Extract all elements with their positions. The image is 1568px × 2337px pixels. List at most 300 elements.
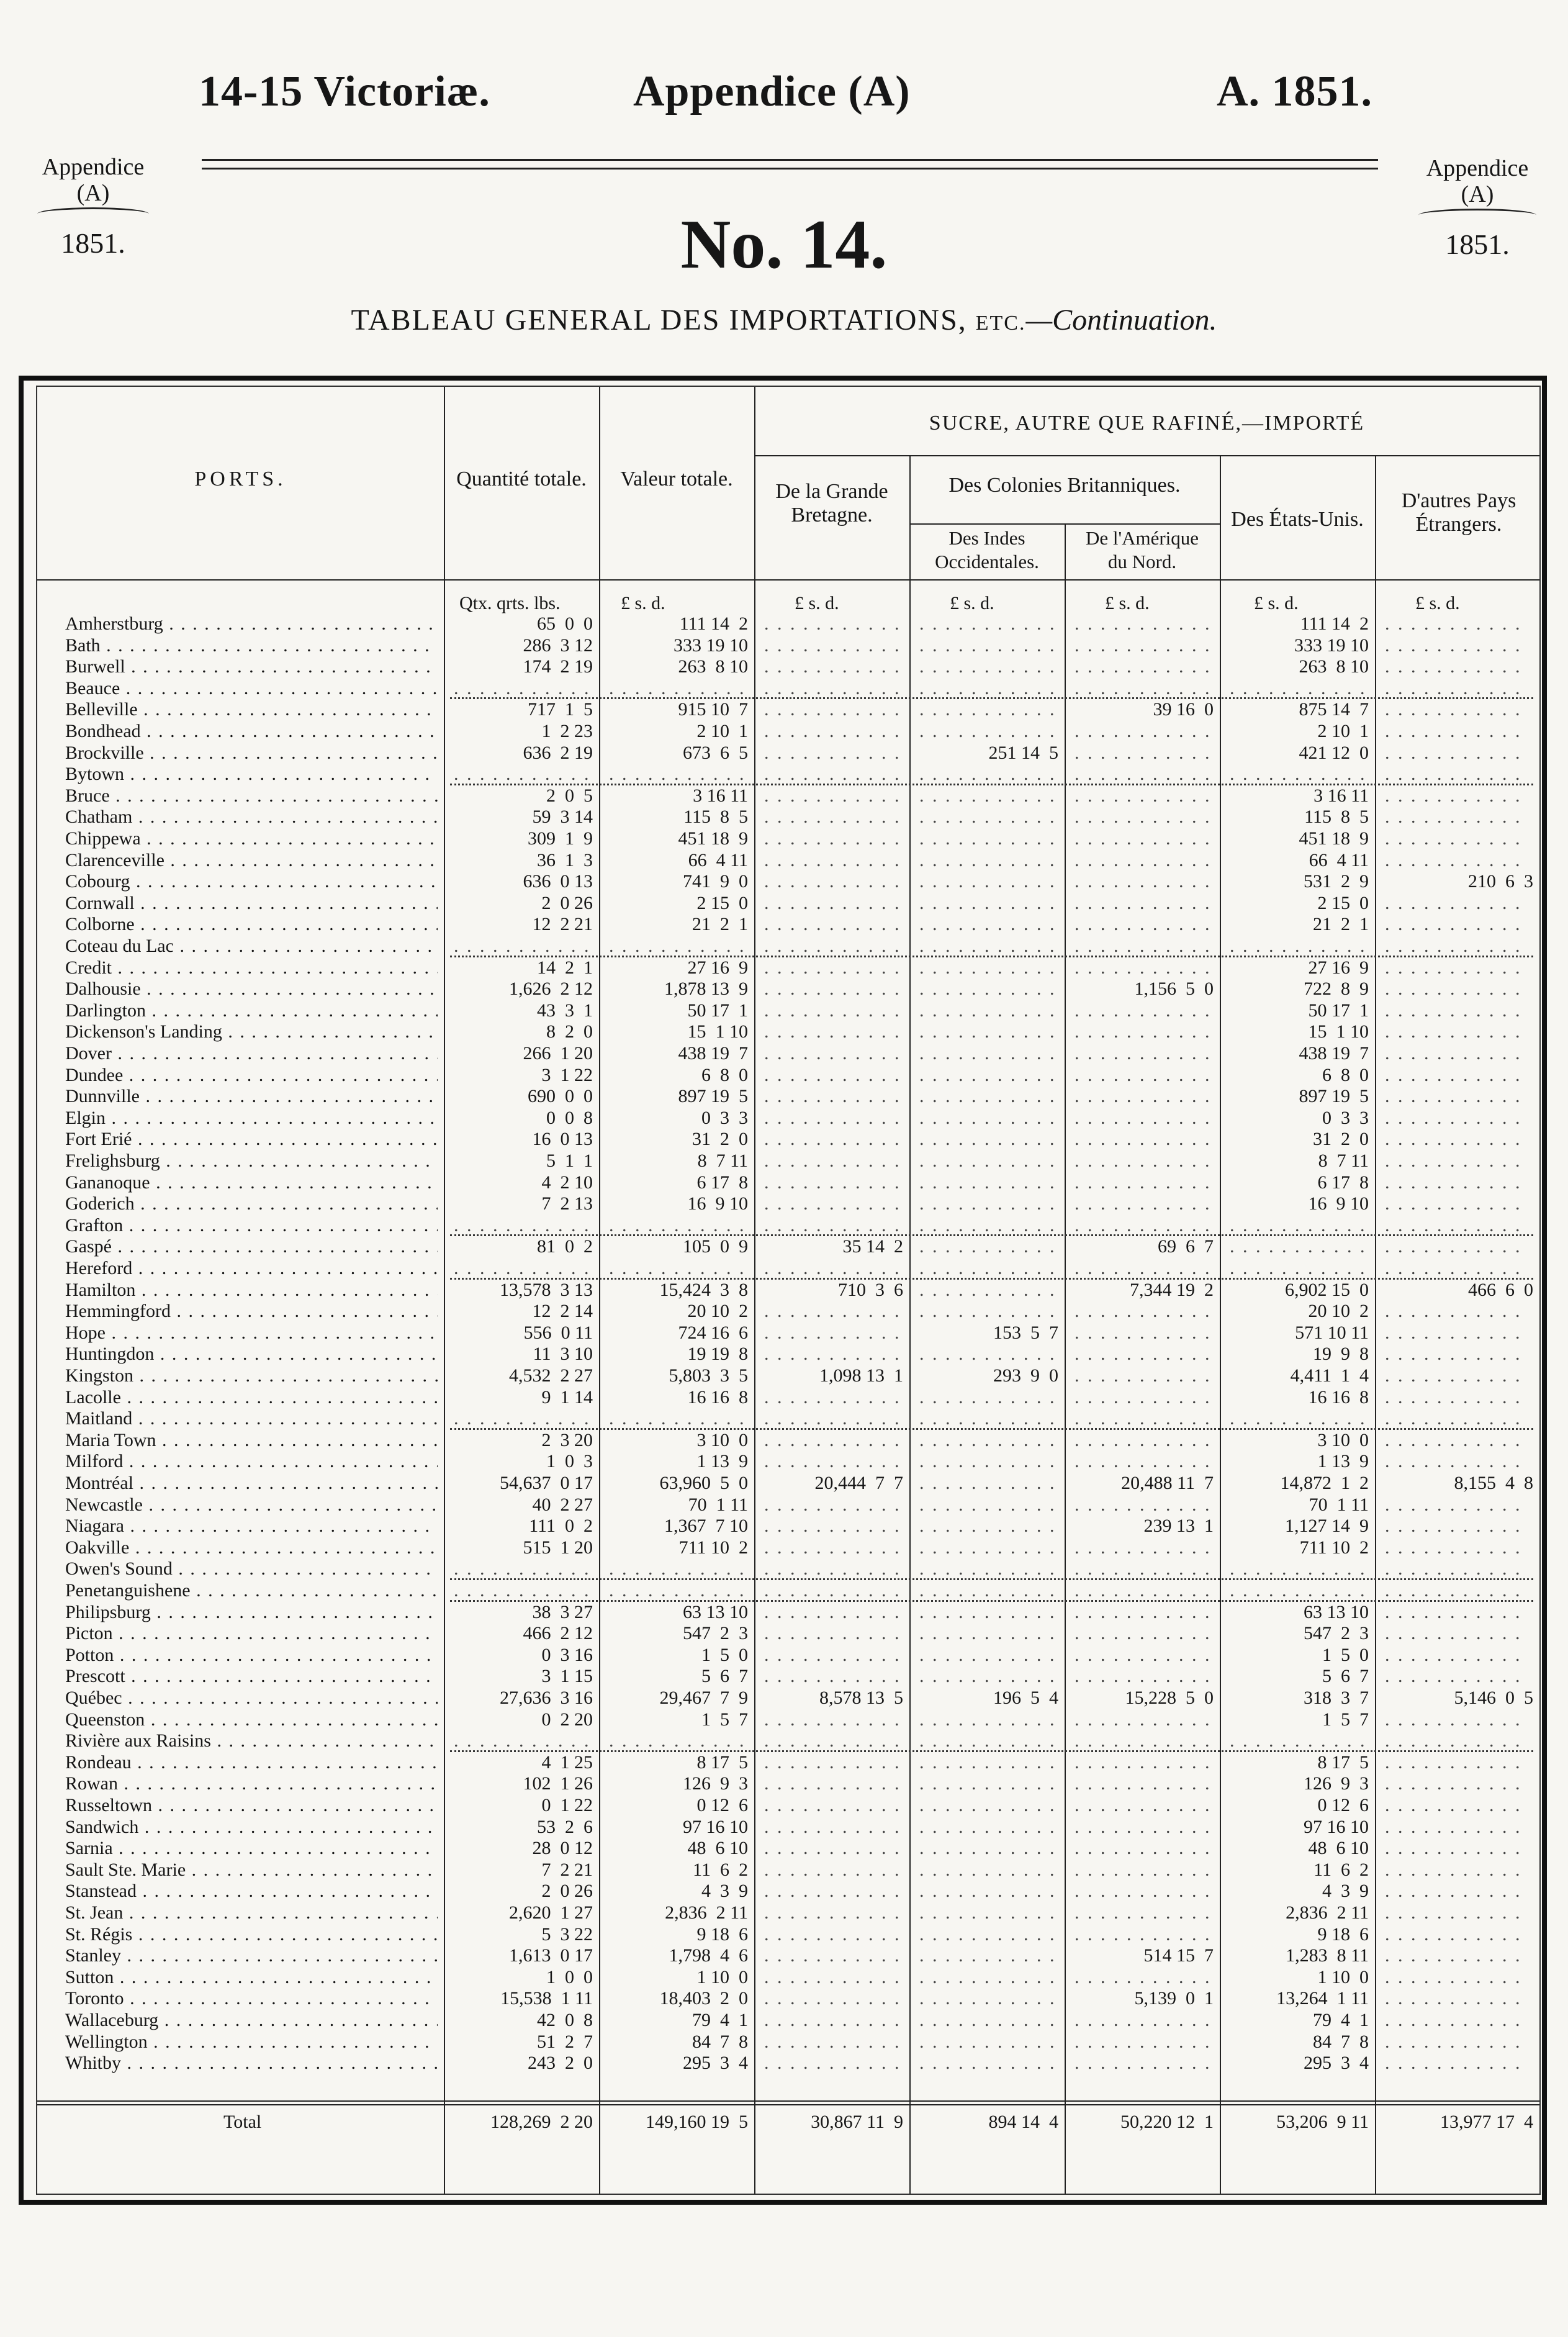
port-name-text: Sandwich bbox=[65, 1816, 139, 1837]
cell-north-america: 39 16 0 bbox=[1153, 699, 1214, 720]
cell-quantity: 2,620 1 27 bbox=[509, 1902, 593, 1923]
leader-dots bbox=[919, 1988, 1055, 2010]
cell-value: 50 17 1 bbox=[687, 1000, 748, 1021]
cell-value: 5 6 7 bbox=[701, 1666, 748, 1687]
table-row bbox=[37, 1623, 1539, 1645]
leader-dots bbox=[1385, 1344, 1530, 1365]
leader-dots bbox=[919, 871, 1055, 893]
cell-value: 438 19 7 bbox=[678, 1043, 748, 1064]
leader-dots bbox=[764, 764, 899, 785]
cell-value: 111 14 2 bbox=[679, 613, 748, 634]
leader-dots bbox=[1385, 1623, 1530, 1645]
leader-dots bbox=[919, 1580, 1055, 1602]
leader-dots bbox=[919, 721, 1055, 743]
port-name-text: Gaspé bbox=[65, 1236, 112, 1257]
leader-dots bbox=[919, 635, 1055, 657]
leader-dots bbox=[764, 1838, 899, 1860]
leader-dots bbox=[919, 1516, 1055, 1537]
cell-great-britain: 8,578 13 5 bbox=[819, 1688, 903, 1708]
cell-quantity: 16 0 13 bbox=[532, 1129, 593, 1150]
leader-dots bbox=[919, 1752, 1055, 1774]
leader-dots bbox=[1385, 1021, 1530, 1043]
leader-dots bbox=[454, 1730, 589, 1752]
cell-value: 15,424 3 8 bbox=[659, 1279, 748, 1300]
cell-great-britain: 710 3 6 bbox=[838, 1279, 903, 1300]
leader-dots bbox=[919, 957, 1055, 979]
cell-value: 63,960 5 0 bbox=[659, 1473, 748, 1493]
leader-dots bbox=[764, 613, 899, 635]
port-name-text: Belleville bbox=[65, 699, 138, 720]
cell-west-indies: 196 5 4 bbox=[993, 1688, 1058, 1708]
leader-dots bbox=[1230, 1215, 1365, 1237]
leader-dots bbox=[1385, 1043, 1530, 1065]
leader-dots bbox=[919, 1902, 1055, 1924]
port-name-text: Sarnia bbox=[65, 1838, 113, 1859]
leader-dots bbox=[1075, 1065, 1210, 1087]
port-name bbox=[65, 1280, 438, 1301]
leader-dots bbox=[919, 1150, 1055, 1172]
leader-dots bbox=[1075, 1451, 1210, 1473]
cell-quantity: 466 2 12 bbox=[523, 1623, 593, 1644]
table-row bbox=[37, 1838, 1539, 1860]
port-name bbox=[65, 613, 438, 635]
leader-dots bbox=[764, 743, 899, 764]
leader-dots bbox=[919, 1473, 1055, 1494]
leader-dots bbox=[764, 1558, 899, 1580]
leader-dots bbox=[764, 1516, 899, 1537]
port-name-text: St. Jean bbox=[65, 1902, 124, 1923]
table-row bbox=[37, 1902, 1539, 1924]
cell-quantity: 14 2 1 bbox=[537, 957, 593, 978]
cell-united-states: 16 16 8 bbox=[1308, 1386, 1369, 1408]
leader-dots bbox=[764, 1322, 899, 1344]
cell-quantity: 4,532 2 27 bbox=[509, 1365, 593, 1386]
leader-dots bbox=[1385, 957, 1530, 979]
cell-quantity: 51 2 7 bbox=[537, 2031, 593, 2052]
cell-value: 1 5 0 bbox=[701, 1644, 748, 1665]
leader-dots bbox=[1230, 1730, 1365, 1752]
cell-united-states: 79 4 1 bbox=[1313, 2010, 1369, 2030]
port-name-text: Potton bbox=[65, 1644, 114, 1665]
leader-dots bbox=[919, 1193, 1055, 1215]
cell-united-states: 11 6 2 bbox=[1313, 1859, 1369, 1880]
table-row bbox=[37, 1344, 1539, 1365]
leader-dots bbox=[1230, 678, 1365, 700]
port-name-text: Dunnville bbox=[65, 1086, 140, 1107]
cell-value: 1 5 7 bbox=[701, 1709, 748, 1730]
table-row bbox=[37, 1945, 1539, 1967]
cell-quantity: 8 2 0 bbox=[546, 1021, 593, 1042]
port-name bbox=[65, 1817, 438, 1838]
leader-dots bbox=[764, 1623, 899, 1645]
table-row bbox=[37, 1473, 1539, 1494]
leader-dots bbox=[1385, 979, 1530, 1000]
cell-value: 1,878 13 9 bbox=[664, 979, 748, 1000]
table-row bbox=[37, 785, 1539, 807]
port-name bbox=[65, 1365, 438, 1387]
leader-dots bbox=[1075, 807, 1210, 828]
table-row bbox=[37, 979, 1539, 1000]
leader-dots bbox=[1385, 635, 1530, 657]
port-name bbox=[65, 1021, 438, 1043]
cell-quantity: 174 2 19 bbox=[523, 656, 593, 677]
leader-dots bbox=[1385, 1817, 1530, 1838]
leader-dots bbox=[1385, 1558, 1530, 1580]
cell-quantity: 636 0 13 bbox=[523, 871, 593, 892]
leader-dots bbox=[919, 1021, 1055, 1043]
leader-dots bbox=[454, 678, 589, 700]
leader-dots bbox=[1385, 936, 1530, 957]
cell-value: 63 13 10 bbox=[683, 1601, 748, 1622]
leader-dots bbox=[1385, 1193, 1530, 1215]
side-note-left-sub: (A) bbox=[76, 180, 110, 206]
port-name bbox=[65, 1150, 438, 1172]
leader-dots bbox=[919, 1881, 1055, 1902]
cell-united-states: 126 9 3 bbox=[1304, 1773, 1369, 1794]
port-name bbox=[65, 1108, 438, 1129]
table-row bbox=[37, 1558, 1539, 1580]
cell-value: 31 2 0 bbox=[692, 1129, 748, 1150]
table-row bbox=[37, 1688, 1539, 1709]
port-name bbox=[65, 1558, 438, 1580]
leader-dots bbox=[1385, 1881, 1530, 1902]
leader-dots bbox=[919, 1709, 1055, 1731]
cell-quantity: 0 1 22 bbox=[541, 1795, 593, 1815]
leader-dots bbox=[919, 1730, 1055, 1752]
cell-other-countries: 466 6 0 bbox=[1468, 1279, 1533, 1300]
port-name bbox=[65, 1645, 438, 1666]
port-name-text: Coteau du Lac bbox=[65, 936, 174, 956]
leader-dots bbox=[1385, 1709, 1530, 1731]
leader-dots bbox=[919, 979, 1055, 1000]
leader-dots bbox=[919, 828, 1055, 850]
port-name-text: Hemmingford bbox=[65, 1301, 171, 1322]
cell-united-states: 438 19 7 bbox=[1299, 1043, 1369, 1064]
cell-quantity: 3 1 22 bbox=[541, 1064, 593, 1085]
cell-quantity: 42 0 8 bbox=[537, 2010, 593, 2030]
cell-north-america: 15,228 5 0 bbox=[1125, 1688, 1214, 1708]
leader-dots bbox=[764, 807, 899, 828]
port-name bbox=[65, 1516, 438, 1537]
table-row bbox=[37, 1709, 1539, 1731]
cell-quantity: 28 0 12 bbox=[532, 1838, 593, 1859]
cell-quantity: 2 0 26 bbox=[541, 892, 593, 913]
leader-dots bbox=[1075, 1602, 1210, 1624]
leader-dots bbox=[764, 1752, 899, 1774]
port-name bbox=[65, 785, 438, 807]
port-name-text: Rowan bbox=[65, 1773, 118, 1794]
port-name-text: Wallaceburg bbox=[65, 2010, 159, 2030]
leader-dots bbox=[1385, 1129, 1530, 1150]
leader-dots bbox=[919, 1043, 1055, 1065]
cell-quantity: 27,636 3 16 bbox=[500, 1688, 593, 1708]
leader-dots bbox=[454, 1215, 589, 1237]
leader-dots bbox=[919, 1086, 1055, 1108]
leader-dots bbox=[764, 1021, 899, 1043]
port-name-text: Brockville bbox=[65, 742, 144, 763]
cell-united-states: 0 12 6 bbox=[1317, 1795, 1369, 1815]
cell-united-states: 2,836 2 11 bbox=[1286, 1902, 1369, 1923]
cell-value: 15 1 10 bbox=[687, 1021, 748, 1042]
cell-value: 27 16 9 bbox=[687, 957, 748, 978]
leader-dots bbox=[1075, 2053, 1210, 2074]
cell-quantity: 4 1 25 bbox=[541, 1752, 593, 1773]
cell-quantity: 556 0 11 bbox=[523, 1322, 593, 1343]
leader-dots bbox=[1385, 1408, 1530, 1430]
unit-west-indies: £ s. d. bbox=[950, 593, 994, 613]
leader-dots bbox=[1385, 1860, 1530, 1881]
port-name-text: Grafton bbox=[65, 1214, 124, 1236]
port-name-text: Gananoque bbox=[65, 1172, 150, 1193]
cell-united-states: 31 2 0 bbox=[1313, 1129, 1369, 1150]
leader-dots bbox=[1385, 785, 1530, 807]
table-row bbox=[37, 1043, 1539, 1065]
total-rule-1 bbox=[37, 2100, 1539, 2102]
leader-dots bbox=[1385, 1516, 1530, 1537]
header-left: 14-15 Victoriæ. bbox=[199, 68, 490, 115]
cell-united-states: 1,127 14 9 bbox=[1285, 1516, 1369, 1537]
port-name-text: Dover bbox=[65, 1043, 112, 1064]
leader-dots bbox=[1385, 743, 1530, 764]
cell-united-states: 14,872 1 2 bbox=[1280, 1473, 1369, 1493]
table-row bbox=[37, 1021, 1539, 1043]
cell-west-indies: 293 9 0 bbox=[993, 1365, 1058, 1386]
leader-dots bbox=[919, 2053, 1055, 2074]
leader-dots bbox=[454, 1408, 589, 1430]
leader-dots bbox=[919, 1623, 1055, 1645]
leader-dots bbox=[1075, 1365, 1210, 1387]
leader-dots bbox=[919, 1430, 1055, 1452]
leader-dots bbox=[1075, 1817, 1210, 1838]
cell-quantity: 102 1 26 bbox=[523, 1773, 593, 1794]
cell-value: 6 8 0 bbox=[701, 1064, 748, 1085]
unit-other: £ s. d. bbox=[1415, 593, 1460, 613]
leader-dots bbox=[1075, 1709, 1210, 1731]
header-right: A. 1851. bbox=[1217, 68, 1373, 115]
leader-dots bbox=[1385, 1065, 1530, 1087]
leader-dots bbox=[764, 721, 899, 743]
table-row bbox=[37, 1967, 1539, 1989]
port-name-text: Penetanguishene bbox=[65, 1580, 191, 1601]
table-title-main: TABLEAU GENERAL DES IMPORTATIONS, bbox=[351, 304, 967, 337]
cell-united-states: 711 10 2 bbox=[1299, 1537, 1369, 1558]
table-row bbox=[37, 2053, 1539, 2074]
cell-united-states: 1 10 0 bbox=[1317, 1966, 1369, 1987]
cell-quantity: 1 2 23 bbox=[541, 721, 593, 741]
header-base-rule bbox=[37, 579, 1539, 581]
leader-dots bbox=[1385, 2032, 1530, 2053]
cell-united-states: 4,411 1 4 bbox=[1290, 1365, 1369, 1386]
cell-value: 263 8 10 bbox=[678, 656, 748, 677]
cell-value: 66 4 11 bbox=[688, 849, 748, 870]
total-row bbox=[37, 2110, 1539, 2135]
leader-dots bbox=[1075, 1150, 1210, 1172]
leader-dots bbox=[1075, 1730, 1210, 1752]
leader-dots bbox=[764, 1645, 899, 1666]
header-center: Appendice (A) bbox=[633, 68, 911, 115]
port-name-text: Clarenceville bbox=[65, 849, 164, 870]
port-name bbox=[65, 1709, 438, 1731]
leader-dots bbox=[764, 828, 899, 850]
leader-dots bbox=[764, 871, 899, 893]
unit-gb: £ s. d. bbox=[795, 593, 839, 613]
leader-dots bbox=[919, 2010, 1055, 2032]
leader-dots bbox=[919, 1301, 1055, 1322]
leader-dots bbox=[764, 1387, 899, 1409]
port-name-text: Stanley bbox=[65, 1945, 121, 1966]
cell-quantity: 1 0 0 bbox=[546, 1966, 593, 1987]
port-name-text: Oakville bbox=[65, 1537, 130, 1558]
leader-dots bbox=[764, 1301, 899, 1322]
port-name-text: Hereford bbox=[65, 1258, 133, 1278]
header-great-britain: De la Grande Bretagne. bbox=[775, 480, 888, 527]
cell-quantity: 243 2 0 bbox=[528, 2053, 593, 2074]
header-group-sugar: SUCRE, AUTRE QUE RAFINÉ,—IMPORTÉ bbox=[929, 412, 1365, 435]
port-name bbox=[65, 1236, 438, 1258]
table-row bbox=[37, 1236, 1539, 1258]
cell-north-america: 20,488 11 7 bbox=[1121, 1473, 1214, 1493]
cell-quantity: 9 1 14 bbox=[541, 1386, 593, 1408]
leader-dots bbox=[919, 656, 1055, 678]
header-other-countries: D'autres Pays Étrangers. bbox=[1401, 489, 1516, 536]
leader-dots bbox=[919, 1108, 1055, 1129]
cell-quantity: 11 3 10 bbox=[533, 1344, 593, 1365]
leader-dots bbox=[764, 1129, 899, 1150]
cell-quantity: 266 1 20 bbox=[523, 1043, 593, 1064]
port-name bbox=[65, 893, 438, 915]
leader-dots bbox=[1230, 936, 1365, 957]
cell-value: 2 15 0 bbox=[696, 892, 748, 913]
cell-value: 1,367 7 10 bbox=[664, 1516, 748, 1537]
port-name-text: Bruce bbox=[65, 785, 110, 806]
leader-dots bbox=[764, 1795, 899, 1817]
leader-dots bbox=[919, 1000, 1055, 1022]
colonies-rule bbox=[909, 523, 1220, 525]
port-name-text: Montréal bbox=[65, 1473, 133, 1493]
leader-dots bbox=[919, 1172, 1055, 1194]
leader-dots bbox=[919, 1408, 1055, 1430]
table-row bbox=[37, 656, 1539, 678]
cell-north-america: 69 6 7 bbox=[1158, 1236, 1214, 1257]
leader-dots bbox=[609, 1408, 744, 1430]
port-name-text: Dickenson's Landing bbox=[65, 1021, 222, 1042]
cell-united-states: 6 8 0 bbox=[1322, 1064, 1369, 1085]
leader-dots bbox=[919, 1215, 1055, 1237]
cell-united-states: 115 8 5 bbox=[1304, 807, 1369, 828]
leader-dots bbox=[919, 1494, 1055, 1516]
cell-value: 48 6 10 bbox=[687, 1838, 748, 1859]
table-row bbox=[37, 936, 1539, 957]
cell-united-states: 8 7 11 bbox=[1318, 1150, 1369, 1171]
leader-dots bbox=[1075, 1558, 1210, 1580]
table-row bbox=[37, 1451, 1539, 1473]
leader-dots bbox=[1075, 1086, 1210, 1108]
cell-united-states: 0 3 3 bbox=[1322, 1107, 1369, 1128]
side-note-right-year: 1851. bbox=[1445, 228, 1510, 260]
port-name-text: Picton bbox=[65, 1623, 113, 1644]
port-name bbox=[65, 1086, 438, 1108]
leader-dots bbox=[1075, 871, 1210, 893]
leader-dots bbox=[1385, 1108, 1530, 1129]
port-name-text: St. Régis bbox=[65, 1923, 133, 1945]
leader-dots bbox=[764, 1150, 899, 1172]
leader-dots bbox=[919, 2032, 1055, 2053]
cell-value: 20 10 2 bbox=[687, 1301, 748, 1322]
leader-dots bbox=[919, 1817, 1055, 1838]
table-row bbox=[37, 1215, 1539, 1237]
cell-united-states: 1 5 0 bbox=[1322, 1644, 1369, 1665]
cell-united-states: 1,283 8 11 bbox=[1286, 1945, 1369, 1966]
port-name bbox=[65, 1387, 438, 1409]
leader-dots bbox=[609, 1558, 744, 1580]
port-name-text: Québec bbox=[65, 1688, 122, 1708]
cell-value: 4 3 9 bbox=[701, 1881, 748, 1902]
cell-quantity: 2 0 26 bbox=[541, 1881, 593, 1902]
cell-united-states: 63 13 10 bbox=[1304, 1601, 1369, 1622]
cell-united-states: 333 19 10 bbox=[1294, 635, 1369, 656]
cell-united-states: 5 6 7 bbox=[1322, 1666, 1369, 1687]
cell-united-states: 9 18 6 bbox=[1317, 1923, 1369, 1945]
leader-dots bbox=[919, 1773, 1055, 1795]
unit-quantity: Qtx. qrts. lbs. bbox=[459, 593, 561, 613]
leader-dots bbox=[764, 1881, 899, 1902]
leader-dots bbox=[1385, 1945, 1530, 1967]
port-name bbox=[65, 1494, 438, 1516]
port-name-text: Maria Town bbox=[65, 1429, 156, 1450]
port-name bbox=[65, 871, 438, 893]
leader-dots bbox=[919, 1666, 1055, 1688]
table-row bbox=[37, 1860, 1539, 1881]
cell-quantity: 690 0 0 bbox=[528, 1086, 593, 1107]
port-name bbox=[65, 1172, 438, 1194]
cell-united-states: 111 14 2 bbox=[1300, 613, 1369, 634]
leader-dots bbox=[1075, 1967, 1210, 1989]
table-row bbox=[37, 1430, 1539, 1452]
port-name-text: Fort Erié bbox=[65, 1129, 132, 1150]
cell-quantity: 65 0 0 bbox=[537, 613, 593, 634]
cell-quantity: 12 2 14 bbox=[532, 1301, 593, 1322]
leader-dots bbox=[1385, 828, 1530, 850]
cell-united-states: 13,264 1 11 bbox=[1276, 1988, 1369, 2009]
leader-dots bbox=[764, 2010, 899, 2032]
leader-dots bbox=[1385, 1387, 1530, 1409]
cell-value: 897 19 5 bbox=[678, 1086, 748, 1107]
leader-dots bbox=[919, 678, 1055, 700]
cell-value: 3 16 11 bbox=[693, 785, 748, 806]
table-row bbox=[37, 1773, 1539, 1795]
leader-dots bbox=[1075, 1902, 1210, 1924]
port-name bbox=[65, 1795, 438, 1817]
leader-dots bbox=[764, 1215, 899, 1237]
leader-dots bbox=[1385, 613, 1530, 635]
leader-dots bbox=[1385, 678, 1530, 700]
cell-quantity: 717 1 5 bbox=[528, 699, 593, 720]
table-row bbox=[37, 613, 1539, 635]
leader-dots bbox=[1385, 1967, 1530, 1989]
table-row bbox=[37, 1580, 1539, 1602]
leader-dots bbox=[1075, 656, 1210, 678]
cell-value: 16 16 8 bbox=[687, 1386, 748, 1408]
table-row bbox=[37, 1537, 1539, 1559]
leader-dots bbox=[919, 613, 1055, 635]
port-name-text: Queenston bbox=[65, 1709, 145, 1730]
cell-great-britain: 35 14 2 bbox=[842, 1236, 903, 1257]
cell-united-states: 15 1 10 bbox=[1308, 1021, 1369, 1042]
cell-value: 0 3 3 bbox=[701, 1107, 748, 1128]
table-row bbox=[37, 1301, 1539, 1322]
leader-dots bbox=[454, 1258, 589, 1280]
leader-dots bbox=[764, 1043, 899, 1065]
